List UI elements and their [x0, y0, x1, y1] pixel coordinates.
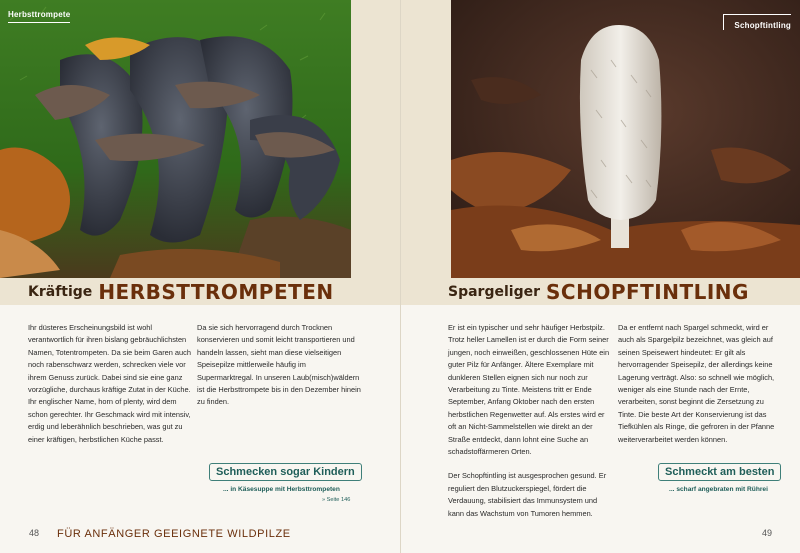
herbsttrompete-photo	[0, 0, 351, 278]
paragraph: Er ist ein typischer und sehr häufiger Herbstpilz. Trotz heller Lamellen ist er durch die Form seiner jungen, noch einweißen, geschlossenen Hüte ein guter Pilz für Anfänger. Ältere Exemplare mit dunkleren Stellen eignen sich nur noch zur Verarbeitung zu Tinte. Meistens tritt er Ende September, Anfang Oktober nach den ersten herbstlichen Regenwetter auf. Als erstes wird er oft an Nicht-Sammelstellen wie direkt an der Straße entdeckt, dann lohnt eine Suche an schadstoffärmeren Orten.	[448, 323, 610, 457]
text-column-2	[618, 322, 780, 446]
tip-box: Schmecken sogar Kindern	[209, 463, 362, 481]
schopftintling-photo	[451, 0, 800, 278]
heading-title: SCHOPFTINTLING	[546, 279, 749, 304]
page-tag: Schopftintling	[723, 14, 791, 30]
paragraph: Da er entfernt nach Spargel schmeckt, wird er auch als Spargelpilz bezeichnet, was gleich auf seinen Speisewert hindeutet: Er gilt als hervorragender Speisepilz, der allerdings keine Lagerung verträgt. Also: so schnell wie möglich, weniger als eine Stunde nach der Ernte, verarbeiten, sonst beginnt die Zersetzung zu Tinte. Die beste Art der Konservierung ist das Tiefkühlen als Ringe, die gefroren in der Pfanne weiterverarbeitet werden können.	[618, 323, 775, 444]
tip-subtitle: ... scharf angebraten mit Rührei	[669, 486, 768, 493]
text-column-1	[448, 322, 610, 520]
heading-title: HERBSTTROMPETEN	[98, 279, 334, 304]
text-column-2	[197, 322, 361, 409]
page-number: 49	[761, 528, 772, 538]
tip-box: Schmeckt am besten	[658, 463, 781, 481]
page-tag: Herbsttrompete	[8, 10, 70, 23]
heading-prefix: Spargeliger	[448, 283, 540, 300]
section-heading	[0, 278, 400, 305]
tip-subtitle: ... in Käsesuppe mit Herbsttrompeten	[223, 486, 340, 493]
heading-prefix: Kräftige	[28, 283, 93, 300]
section-heading	[401, 278, 800, 305]
page-reference-link[interactable]: » Seite 146	[322, 497, 351, 503]
running-head: FÜR ANFÄNGER GEEIGNETE WILDPILZE	[57, 528, 291, 540]
paragraph: Da sie sich hervorragend durch Trocknen konservieren und somit leicht transportieren und handeln lassen, sieht man diese vielseitigen Speisepilze mittlerweile häufig im Supermarktregal. In unseren Laub(misch)wäldern ist die Herbsttrompete bis in den Dezember hinein zu finden.	[197, 323, 361, 407]
paragraph: Ihr düsteres Erscheinungsbild ist wohl verantwortlich für ihren bislang gebräuchlichsten Namen, Totentrompeten. Da sie beim Garen auch noch rabenschwarz werden, schrecken viele vor ihrem Genuss zurück. Dabei sind sie eine ganz vorzügliche, durchaus kräftige Zutat in der Küche. Ihr englischer Name, horn of plenty, wird dem schon gerechter. Ihr Geschmack wird mit intensiv, erdig und leberähnlich beschrieben, was gut zu einer kräftigen, herbstlichen Küche passt.	[28, 323, 191, 444]
right-page	[400, 0, 800, 553]
paragraph: Der Schopftintling ist ausgesprochen gesund. Er reguliert den Blutzuckerspiegel, fördert die Verdauung, stabilisiert das Immunsystem und kann das Wachstum von Tumoren hemmen.	[448, 471, 607, 518]
text-column-1	[28, 322, 192, 446]
page-number: 48	[29, 528, 40, 538]
